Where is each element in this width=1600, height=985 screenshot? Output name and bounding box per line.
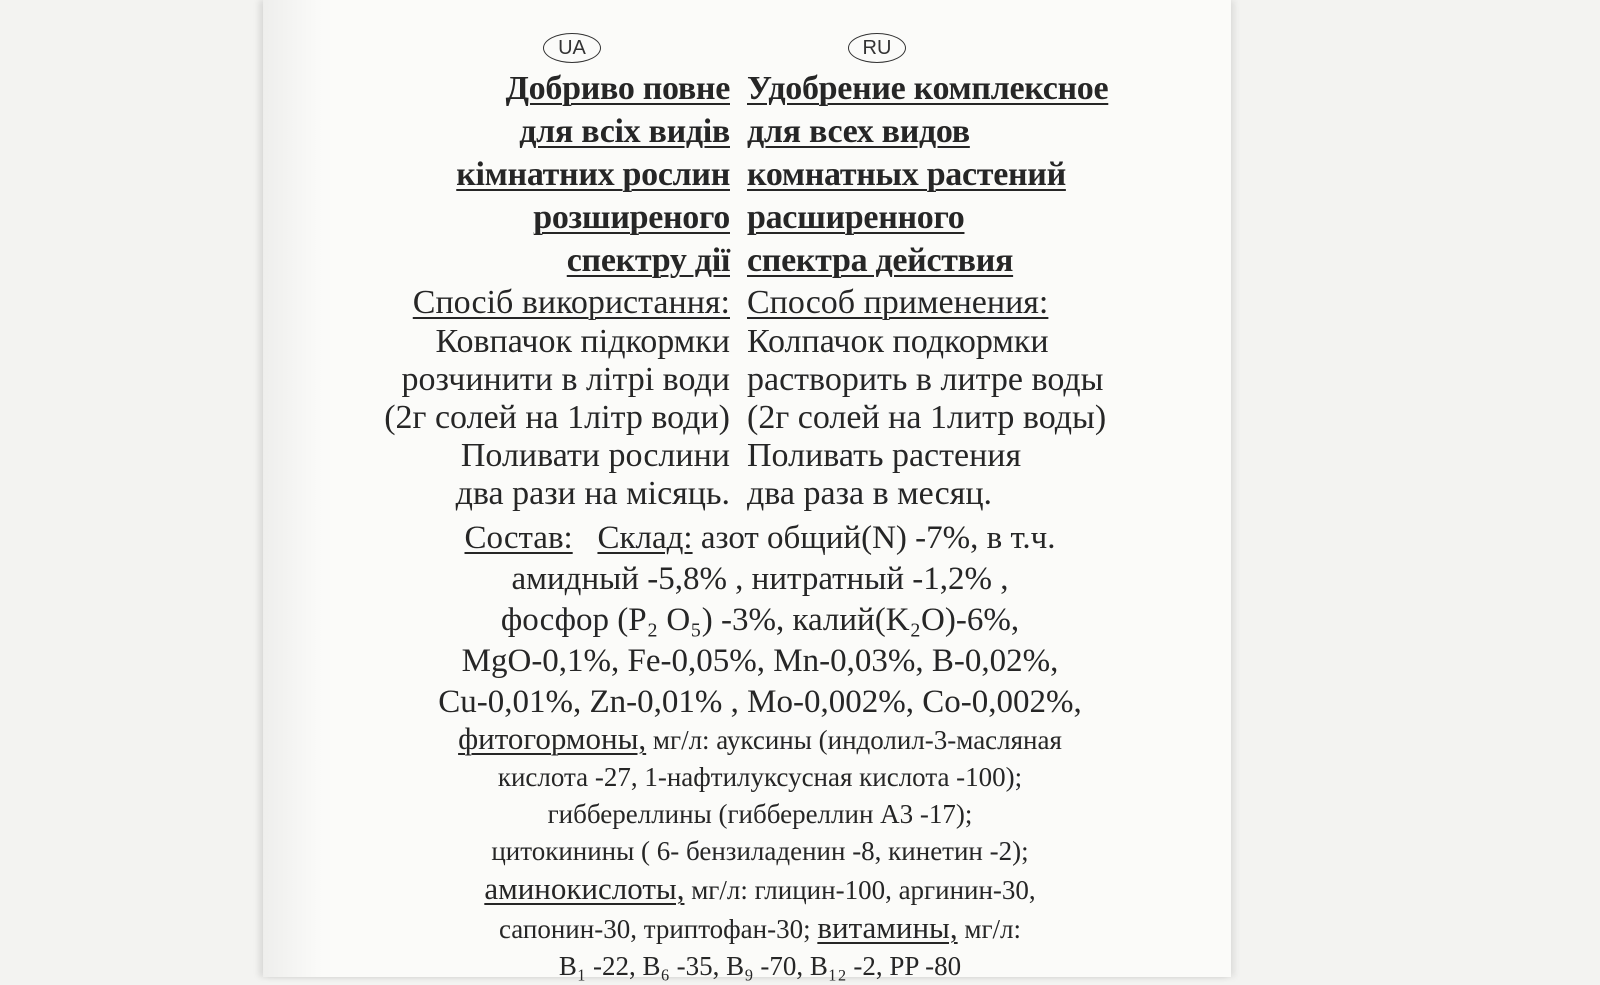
phytohormones-text: мг/л: ауксины (индолил-3-масляная	[646, 725, 1062, 755]
ru-usage-line: Колпачок подкормки	[747, 323, 1049, 360]
ua-title-line: Добриво повне	[505, 70, 730, 107]
amino-acids-label: аминокислоты,	[484, 871, 685, 906]
ru-title-line: для всех видов	[747, 113, 970, 150]
amino-acids-text: мг/л: глицин-100, аргинин-30,	[684, 875, 1036, 905]
vitamins-label: витамины,	[817, 910, 958, 945]
amino-acids-line	[300, 870, 1220, 909]
ua-usage-line: Поливати рослини	[460, 437, 730, 474]
ua-title-line: для всіх видів	[519, 113, 730, 150]
ru-usage-line: два раза в месяц.	[747, 475, 993, 512]
saponin-text: сапонин-30, триптофан-30;	[498, 914, 818, 944]
ua-title-line: спектру дії	[566, 242, 730, 279]
ru-language-badge: RU	[848, 33, 906, 63]
saponin-vitamins-line	[300, 909, 1220, 948]
composition-label-ua: Склад:	[597, 520, 693, 556]
ua-usage-heading: Спосіб використання:	[412, 284, 730, 321]
auxin-line: кислота -27, 1-нафтилуксусная кислота -100);	[497, 762, 1023, 792]
gibberellin-line: гиббереллины (гиббереллин А3 -17);	[547, 799, 973, 829]
additives-section	[300, 720, 1220, 985]
composition-section	[300, 518, 1220, 723]
ru-title-line: спектра действия	[747, 242, 1014, 279]
composition-line-5: Cu-0,01%, Zn-0,01% , Mo-0,002%, Co-0,002%,	[438, 684, 1082, 720]
ru-usage-line: растворить в литре воды	[747, 361, 1104, 398]
ua-usage-line: Ковпачок підкормки	[435, 323, 730, 360]
ua-language-badge: UA	[543, 33, 601, 63]
vitamins-unit: мг/л:	[957, 914, 1022, 944]
ua-usage-line: розчинити в літрі води	[401, 361, 730, 398]
composition-label-ru: Состав:	[464, 520, 573, 556]
ru-title	[747, 67, 1217, 282]
ru-usage-section	[747, 283, 1217, 513]
composition-line-4: MgO-0,1%, Fe-0,05%, Mn-0,03%, B-0,02%,	[461, 643, 1059, 679]
phytohormones-line	[300, 720, 1220, 759]
composition-line-1	[300, 518, 1220, 559]
ua-title	[300, 67, 730, 282]
ua-title-line: кімнатних рослин	[456, 156, 730, 193]
ua-title-line: розширеного	[533, 199, 730, 236]
ru-title-line: Удобрение комплексное	[747, 70, 1109, 107]
composition-label-spacer	[581, 520, 589, 556]
ru-usage-line: Поливать растения	[747, 437, 1022, 474]
ru-title-line: комнатных растений	[747, 156, 1066, 193]
ru-title-line: расширенного	[747, 199, 965, 236]
ru-usage-heading: Способ применения:	[747, 284, 1049, 321]
composition-line-3: фосфор (P₂ O₅) -3%, калий(K₂O)-6%,	[500, 602, 1020, 638]
ua-usage-section	[300, 283, 730, 513]
ua-usage-line: (2г солей на 1літр води)	[384, 399, 730, 436]
composition-nitrogen: азот общий(N) -7%, в т.ч.	[700, 520, 1056, 556]
composition-line-2: амидный -5,8% , нитратный -1,2% ,	[511, 561, 1009, 597]
ua-usage-line: два рази на місяць.	[455, 475, 730, 512]
phytohormones-label: фитогормоны,	[458, 721, 647, 756]
vitamins-values-line: B₁ -22, B₆ -35, B₉ -70, B₁₂ -2, PP -80	[558, 951, 962, 981]
ru-usage-line: (2г солей на 1литр воды)	[747, 399, 1107, 436]
cytokinin-line: цитокинины ( 6- бензиладенин -8, кинетин -2);	[491, 836, 1029, 866]
